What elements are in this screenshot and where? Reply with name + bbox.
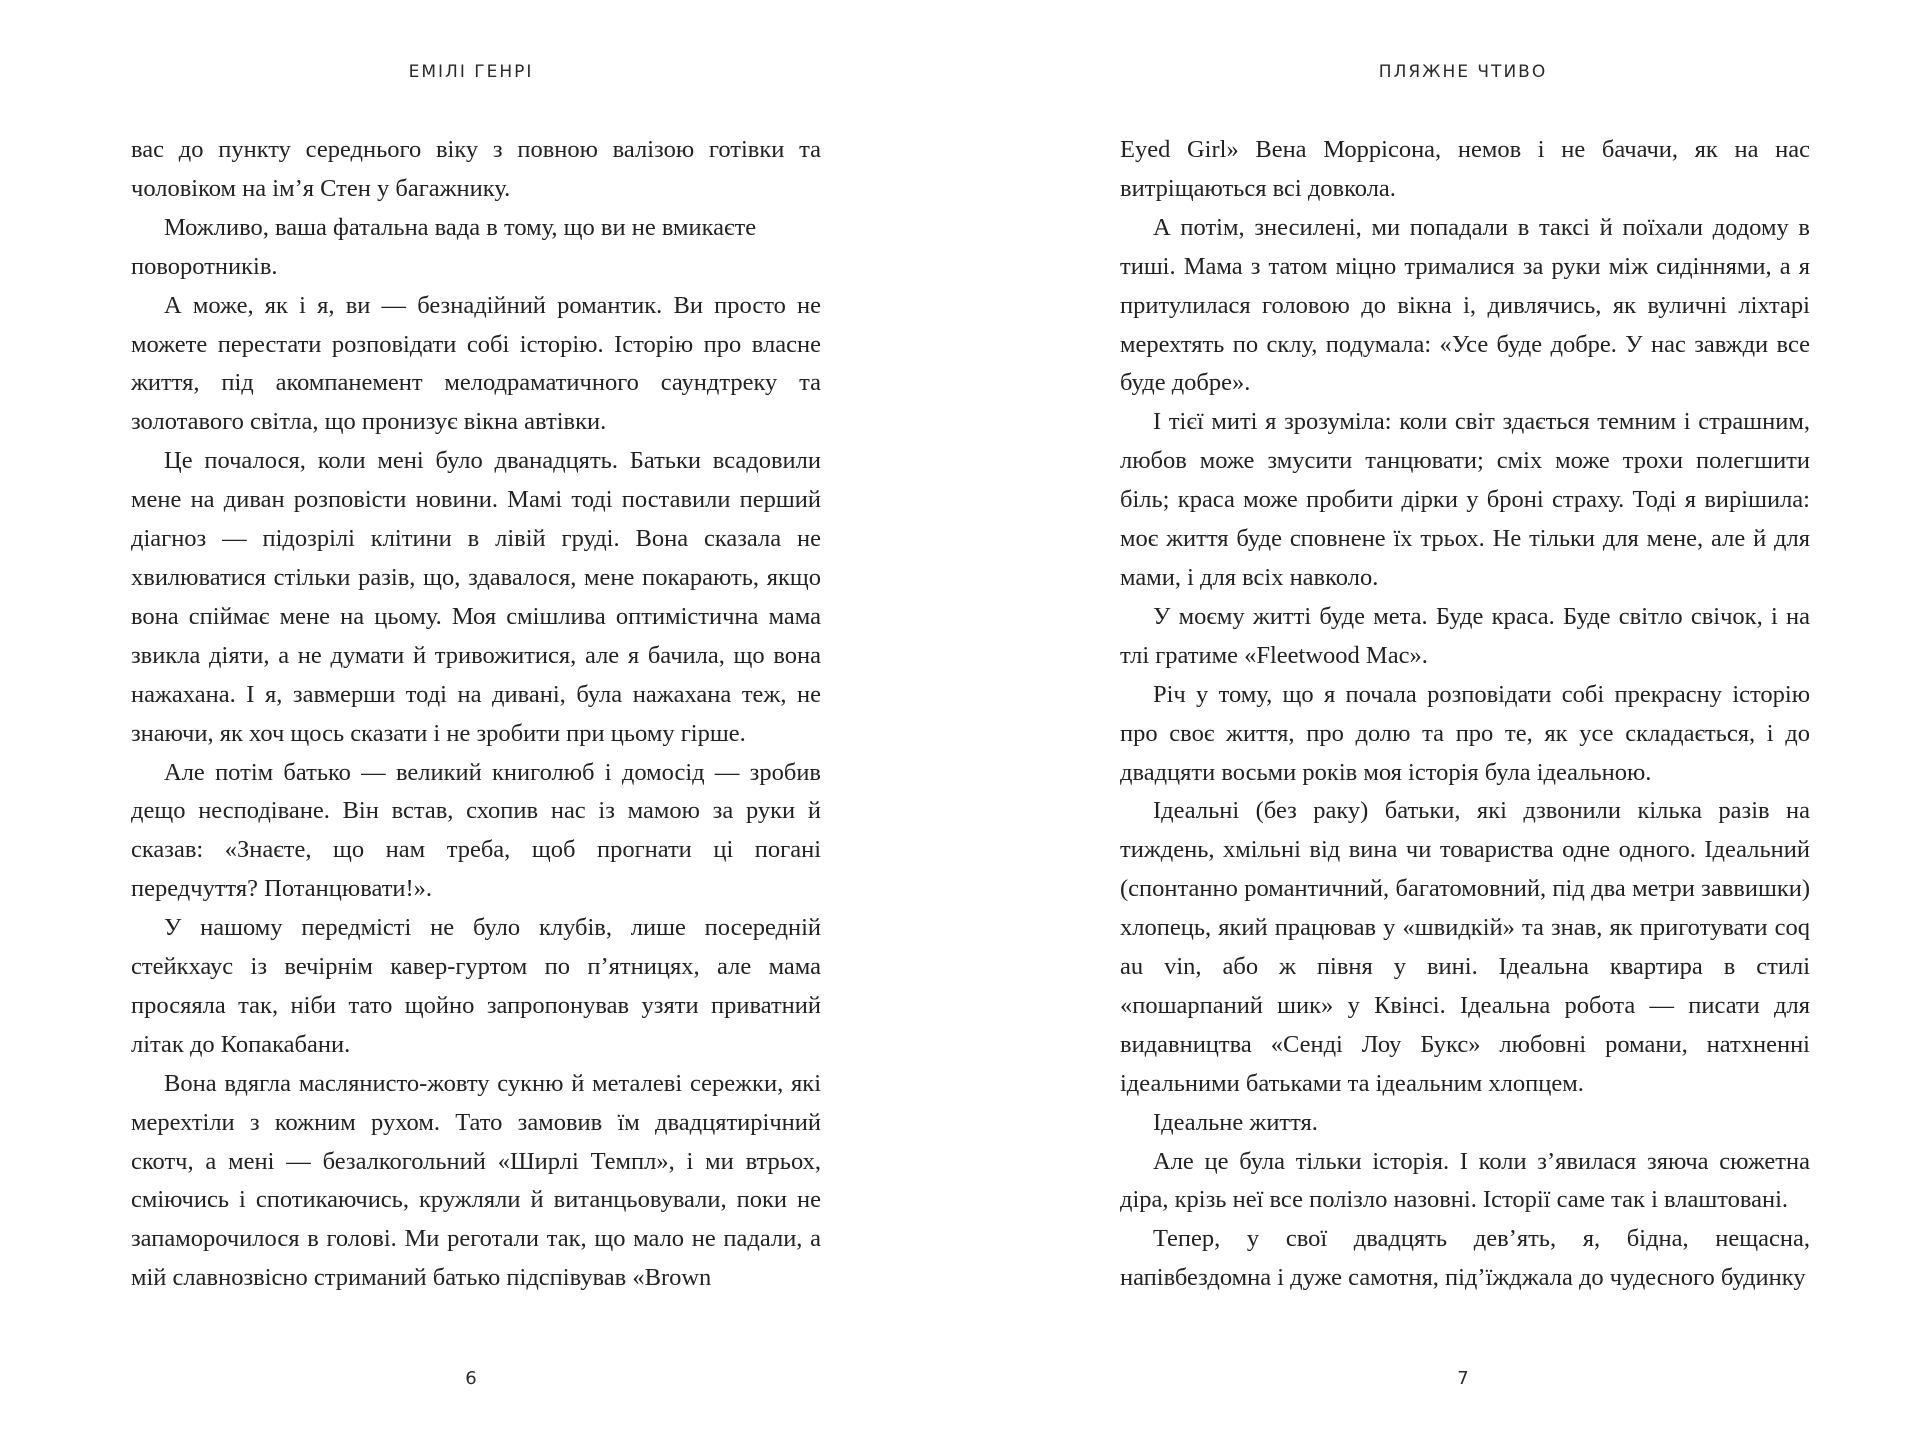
paragraph: Eyed Girl» Вена Моррісона, немов і не бачачи, як на нас витріщаються всі довкола.	[1120, 136, 1810, 202]
paragraph: А може, як і я, ви — безнадійний романтик. Ви просто не можете перестати розповідати собі історію. Історію про власне життя, під акомпанемент мелодраматичного саундтреку та золотавого світла, що пронизує вікна автівки.	[131, 291, 821, 436]
left-page	[131, 0, 821, 1438]
paragraph: Вона вдягла маслянисто-жовту сукню й металеві сережки, які мерехтіли з кожним рухом. Тато замовив їм двадцятирічний скотч, а мені — безалкогольний «Ширлі Темпл», і ми втрьох, сміючись і спотикаючись, кружляли й витанцьовували, поки не запаморочилося в голові. Ми реготали так, що мало не падали, а мій славнозвісно стриманий батько підспівував «Brown	[131, 1069, 821, 1292]
paragraph: Ідеальні (без раку) батьки, які дзвонили кілька разів на тиждень, хмільні від вина чи товариства одне одного. Ідеальний (спонтанно романтичний, багатомовний, під два метри заввишки) хлопець, який працював у «швидкій» та знав, як приготувати coq au vin, або ж півня у вині. Ідеальна квартира в стилі «пошарпаний шик» у Квінсі. Ідеальна робота — писати для видавництва «Сенді Лоу Букс» любовні романи, натхненні ідеальними батьками та ідеальним хлопцем.	[1120, 797, 1810, 1097]
paragraph: Але потім батько — великий книголюб і домосід — зробив дещо несподіване. Він встав, схопив нас із мамою за руки й сказав: «Знаєте, що нам треба, щоб прогнати ці погані передчуття? Потанцювати!».	[131, 758, 821, 903]
paragraph: У нашому передмісті не було клубів, лише посередній стейкхаус із вечірнім кавер-гуртом по п’ятницях, але мама просяяла так, ніби тато щойно запропонував узяти приватний літак до Копакабани.	[131, 914, 821, 1058]
paragraph: вас до пункту середнього віку з повною валізою готівки та чоловіком на ім’я Стен у багажнику.	[131, 136, 821, 202]
paragraph: І тієї миті я зрозуміла: коли світ здається темним і страшним, любов може змусити танцювати; сміх може трохи полегшити біль; краса може пробити дірки у броні страху. Тоді я вирішила: моє життя буде сповнене їх трьох. Не тільки для мене, але й для мами, і для всіх навколо.	[1120, 408, 1810, 591]
paragraph: Тепер, у свої двадцять дев’ять, я, бідна, нещасна, напівбездомна і дуже самотня, під’їжджала до чудесного будинку	[1120, 1225, 1810, 1292]
paragraph: Ідеальне життя.	[1153, 1108, 1318, 1136]
paragraph: У моєму житті буде мета. Буде краса. Буде світло свічок, і на тлі гратиме «Fleetwood Mac».	[1120, 602, 1810, 669]
paragraph: Можливо, ваша фатальна вада в тому, що ви не вмикаєте поворотників.	[131, 213, 757, 280]
right-page	[1120, 0, 1810, 1438]
page-number: 7	[1457, 1368, 1469, 1389]
paragraph: А потім, знесилені, ми попадали в таксі й поїхали додому в тиші. Мама з татом міцно трималися за руки між сидіннями, а я притулилася головою до вікна і, дивлячись, як вуличні ліхтарі мерехтять по склу, подумала: «Усе буде добре. У нас завжди все буде добре».	[1120, 213, 1810, 397]
page-number: 6	[465, 1368, 477, 1389]
right-page-body	[1120, 131, 1810, 1298]
paragraph: Це почалося, коли мені було дванадцять. Батьки всадовили мене на диван розповісти новини. Мамі тоді поставили перший діагноз — підозрілі клітини в лівій груді. Вона сказала не хвилюватися стільки разів, що, здавалося, мене покарають, якщо вона спіймає мене на цьому. Моя смішлива оптимістична мама звикла діяти, а не думати й тривожитися, але я бачила, що вона нажахана. І я, завмерши тоді на дивані, була нажахана теж, не знаючи, як хоч щось сказати і не зробити при цьому гірше.	[131, 447, 821, 747]
paragraph: Річ у тому, що я почала розповідати собі прекрасну історію про своє життя, про долю та про те, як усе складається, і до двадцяти восьми років моя історія була ідеальною.	[1120, 680, 1810, 786]
left-page-body	[131, 131, 821, 1298]
running-head-title: ПЛЯЖНЕ ЧТИВО	[1378, 62, 1548, 82]
running-head-author: ЕМІЛІ ГЕНРІ	[408, 62, 534, 82]
paragraph: Але це була тільки історія. І коли з’явилася зяюча сюжетна діра, крізь неї все полізло назовні. Історії саме так і влаштовані.	[1120, 1147, 1810, 1214]
